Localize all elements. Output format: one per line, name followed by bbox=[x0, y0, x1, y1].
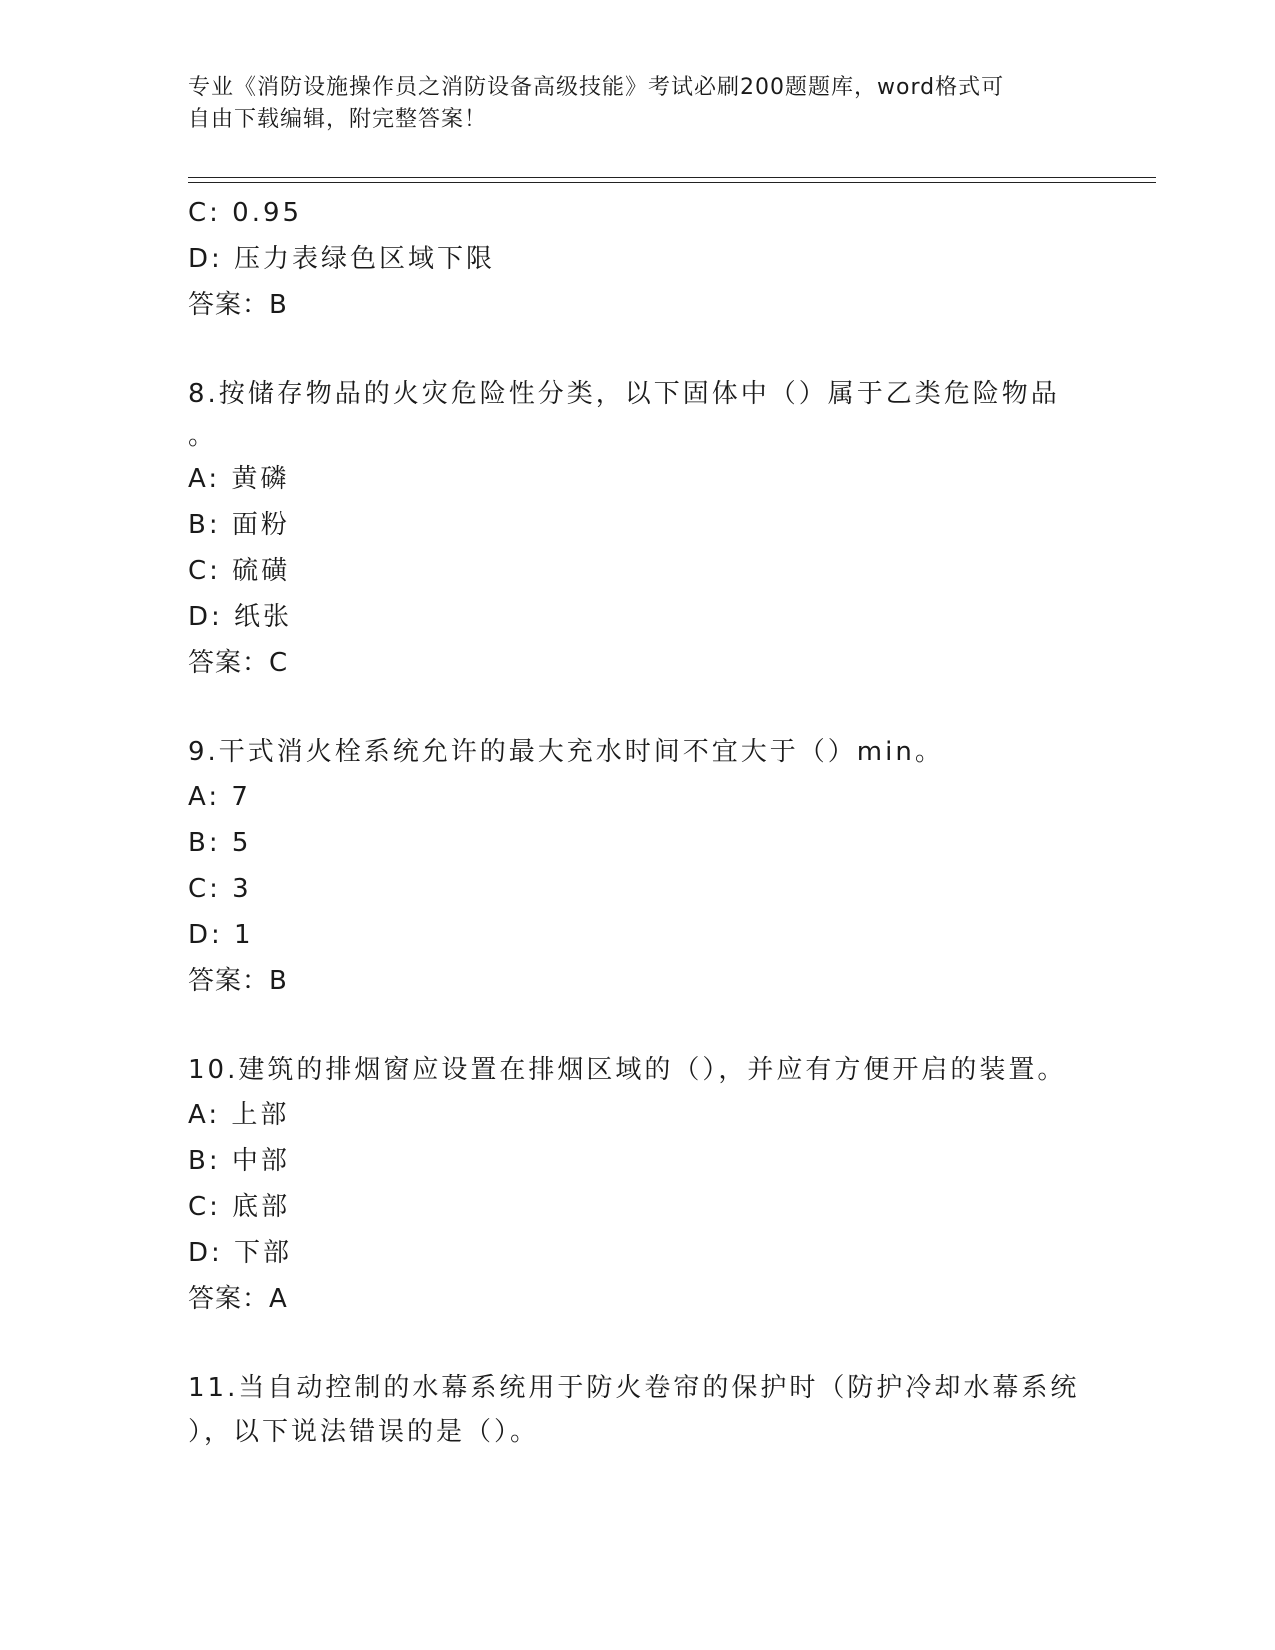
question-7-continued bbox=[188, 190, 1148, 328]
question-8 bbox=[188, 372, 1148, 686]
question-text: 10.建筑的排烟窗应设置在排烟区域的（），并应有方便开启的装置。 bbox=[188, 1055, 1067, 1085]
option-b: B: 面粉 bbox=[188, 510, 290, 540]
option-d: D: 压力表绿色区域下限 bbox=[188, 244, 496, 274]
question-11 bbox=[188, 1366, 1148, 1454]
spacer bbox=[188, 686, 1148, 730]
option-c: C: 硫磺 bbox=[188, 556, 291, 586]
spacer bbox=[188, 1322, 1148, 1366]
option-c: C: 3 bbox=[188, 874, 252, 904]
question-text: 9.干式消火栓系统允许的最大充水时间不宜大于（）min。 bbox=[188, 737, 944, 767]
option-c: C: 底部 bbox=[188, 1192, 291, 1222]
question-text: 11.当自动控制的水幕系统用于防火卷帘的保护时（防护冷却水幕系统 bbox=[188, 1373, 1080, 1403]
answer: 答案：B bbox=[188, 290, 288, 320]
option-d: D: 下部 bbox=[188, 1238, 293, 1268]
option-c: C: 0.95 bbox=[188, 198, 303, 228]
option-d: D: 纸张 bbox=[188, 602, 293, 632]
option-d: D: 1 bbox=[188, 920, 254, 950]
question-text-wrap: 。 bbox=[188, 421, 218, 451]
question-10 bbox=[188, 1048, 1148, 1322]
question-9 bbox=[188, 730, 1148, 1004]
option-a: A: 上部 bbox=[188, 1100, 290, 1130]
answer: 答案：C bbox=[188, 648, 289, 678]
spacer bbox=[188, 1004, 1148, 1048]
spacer bbox=[188, 328, 1148, 372]
option-b: B: 5 bbox=[188, 828, 252, 858]
option-a: A: 黄磷 bbox=[188, 464, 290, 494]
document-header bbox=[188, 72, 1088, 136]
header-divider-bottom bbox=[188, 182, 1156, 183]
header-divider-top bbox=[188, 177, 1156, 178]
answer: 答案：A bbox=[188, 1284, 288, 1314]
header-line-1: 专业《消防设施操作员之消防设备高级技能》考试必刷200题题库，word格式可 bbox=[188, 75, 1005, 100]
question-list bbox=[188, 190, 1148, 1454]
option-b: B: 中部 bbox=[188, 1146, 290, 1176]
option-a: A: 7 bbox=[188, 782, 251, 812]
question-text: 8.按储存物品的火灾危险性分类，以下固体中（）属于乙类危险物品 bbox=[188, 379, 1060, 409]
question-text-wrap: ），以下说法错误的是（）。 bbox=[188, 1417, 540, 1447]
answer: 答案：B bbox=[188, 966, 288, 996]
header-line-2: 自由下载编辑，附完整答案！ bbox=[188, 107, 488, 132]
